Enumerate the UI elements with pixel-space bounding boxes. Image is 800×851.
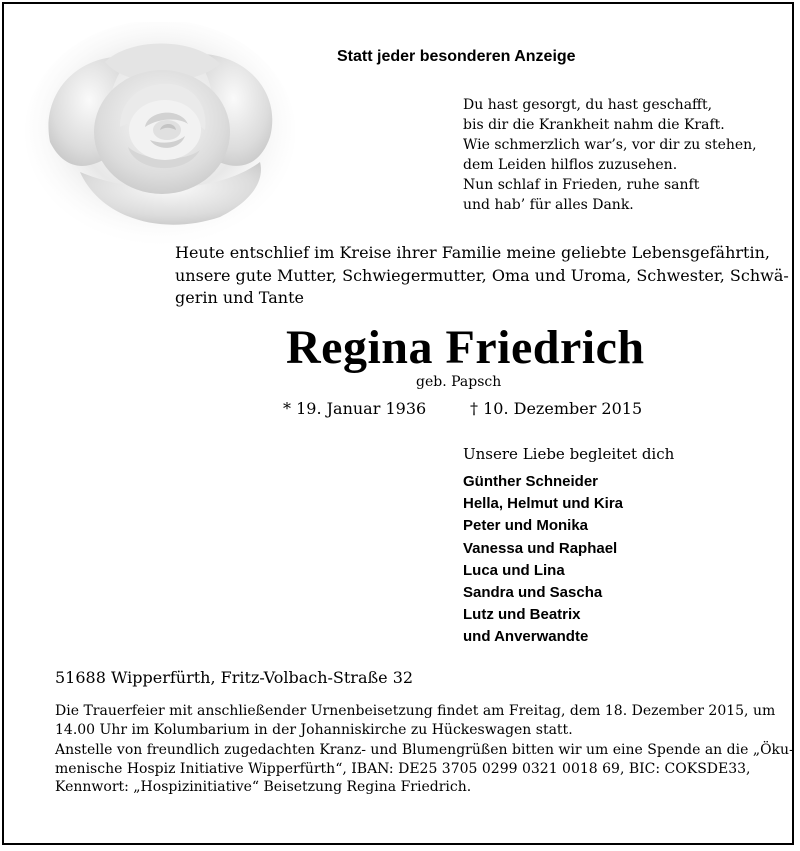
intro-line: gerin und Tante — [175, 288, 304, 307]
donation-notice-line: menische Hospiz Initiative Wipperfürth“, IBAN: DE25 3705 0299 0321 0018 69, BIC: COKSDE33, — [55, 760, 751, 777]
intro-line: Heute entschlief im Kreise ihrer Familie meine geliebte Lebensgefährtin, — [175, 243, 770, 262]
poem-line: dem Leiden hilflos zuzusehen. — [463, 157, 678, 173]
funeral-notice — [55, 702, 776, 739]
birth-date: * 19. Januar 1936 — [283, 399, 427, 418]
intro-text — [175, 242, 789, 310]
survivor-name: Peter und Monika — [463, 517, 589, 535]
survivor-name: und Anverwandte — [463, 628, 589, 646]
survivor-name: Luca und Lina — [463, 561, 565, 579]
intro-line: unsere gute Mutter, Schwiegermutter, Oma und Uroma, Schwester, Schwä- — [175, 265, 789, 285]
accompaniment-line: Unsere Liebe begleitet dich — [463, 445, 675, 463]
survivor-name: Lutz und Beatrix — [463, 606, 581, 624]
funeral-notice-line: 14.00 Uhr im Kolumbarium in der Johanniskirche zu Hückeswagen statt. — [55, 721, 573, 738]
address: 51688 Wipperfürth, Fritz-Volbach-Straße 32 — [55, 668, 414, 687]
maiden-name: geb. Papsch — [416, 374, 502, 390]
survivors-list — [463, 471, 623, 649]
survivor-name: Sandra und Sascha — [463, 584, 603, 602]
poem-line: Wie schmerzlich war’s, vor dir zu stehen, — [463, 137, 757, 153]
rose-image — [20, 22, 295, 252]
survivor-name: Vanessa und Raphael — [463, 539, 618, 557]
survivor-name: Günther Schneider — [463, 473, 599, 490]
donation-notice-line: Anstelle von freundlich zugedachten Kranz- und Blumengrüßen bitten wir um eine Spende an die „Öku- — [55, 742, 794, 758]
poem-line: Du hast gesorgt, du hast geschafft, — [463, 97, 713, 113]
donation-notice-line: Kennwort: „Hospizinitiative“ Beisetzung Regina Friedrich. — [55, 779, 472, 795]
poem — [463, 95, 757, 215]
poem-line: Nun schlaf in Frieden, ruhe sanft — [463, 177, 700, 193]
funeral-notice-line: Die Trauerfeier mit anschließender Urnenbeisetzung findet am Freitag, dem 18. Dezember 2015, um — [55, 703, 776, 719]
survivor-name: Hella, Helmut und Kira — [463, 495, 624, 513]
deceased-name: Regina Friedrich — [286, 321, 645, 374]
header-line: Statt jeder besonderen Anzeige — [337, 48, 576, 65]
poem-line: bis dir die Krankheit nahm die Kraft. — [463, 117, 725, 133]
donation-notice — [55, 741, 794, 797]
poem-line: und hab’ für alles Dank. — [463, 197, 634, 213]
death-date: † 10. Dezember 2015 — [470, 399, 643, 418]
